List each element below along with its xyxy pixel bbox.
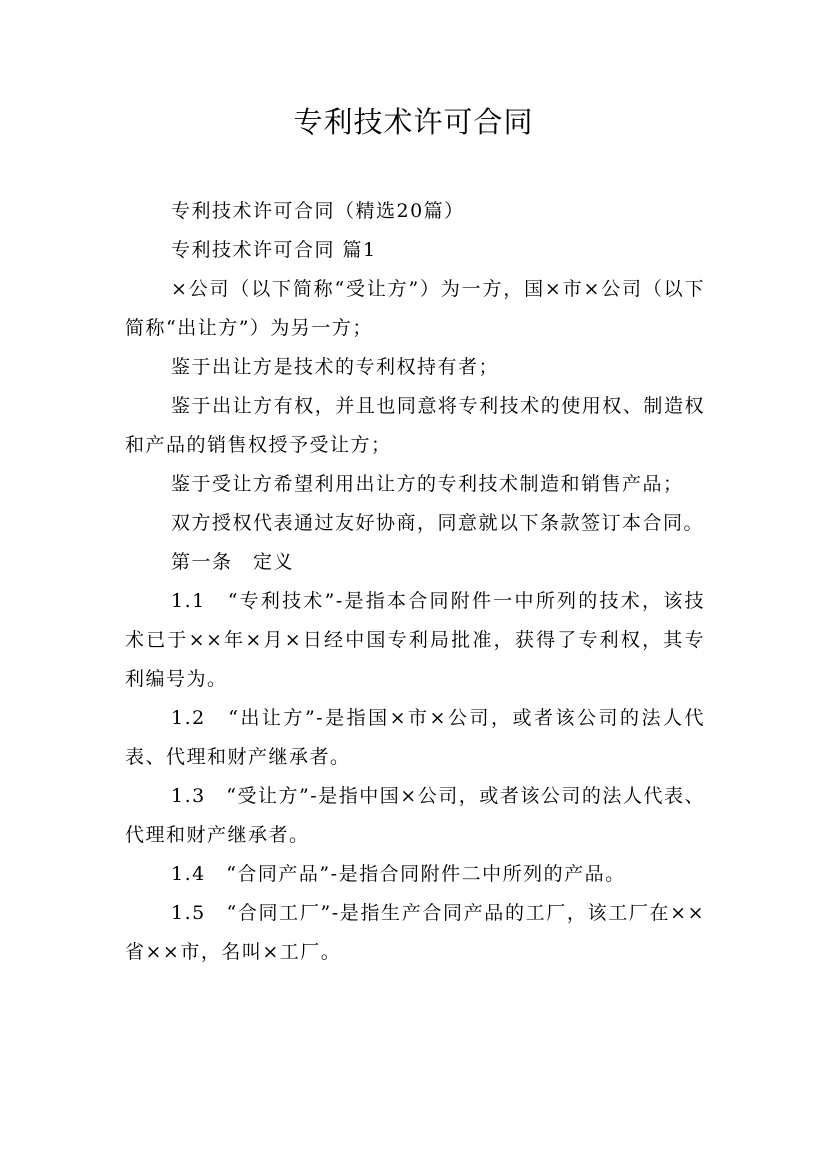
paragraph-parties: ×公司（以下简称“受让方”）为一方，国×市×公司（以下简称“出让方”）为另一方； — [125, 278, 705, 339]
paragraph-recital-1: 鉴于出让方是技术的专利权持有者； — [171, 356, 500, 378]
paragraph-article-1-heading: 第一条 定义 — [171, 551, 295, 573]
document-title: 专利技术许可合同 — [293, 105, 534, 139]
paragraph-clause-1-4: 1.4 “合同产品”-是指合同附件二中所列的产品。 — [171, 863, 626, 885]
paragraph-clause-1-3: 1.3 “受让方”-是指中国×公司，或者该公司的法人代表、代理和财产继承者。 — [125, 785, 705, 846]
paragraph-recital-2: 鉴于出让方有权，并且也同意将专利技术的使用权、制造权和产品的销售权授予受让方； — [125, 395, 705, 456]
paragraph-clause-1-2: 1.2 “出让方”-是指国×市×公司，或者该公司的法人代表、代理和财产继承者。 — [125, 707, 705, 768]
paragraph-recital-3: 鉴于受让方希望利用出让方的专利技术制造和销售产品； — [171, 473, 684, 495]
document-body — [125, 192, 705, 972]
paragraph-agreement: 双方授权代表通过友好协商，同意就以下条款签订本合同。 — [171, 512, 705, 534]
paragraph-subtitle: 专利技术许可合同（精选20篇） — [171, 200, 465, 222]
paragraph-section-heading: 专利技术许可合同 篇1 — [171, 239, 377, 261]
paragraph-clause-1-5: 1.5 “合同工厂”-是指生产合同产品的工厂，该工厂在××省××市，名叫×工厂。 — [125, 902, 705, 963]
paragraph-clause-1-1: 1.1 “专利技术”-是指本合同附件一中所列的技术，该技术已于××年×月×日经中国专利局批准，获得了专利权，其专利编号为。 — [125, 590, 705, 690]
